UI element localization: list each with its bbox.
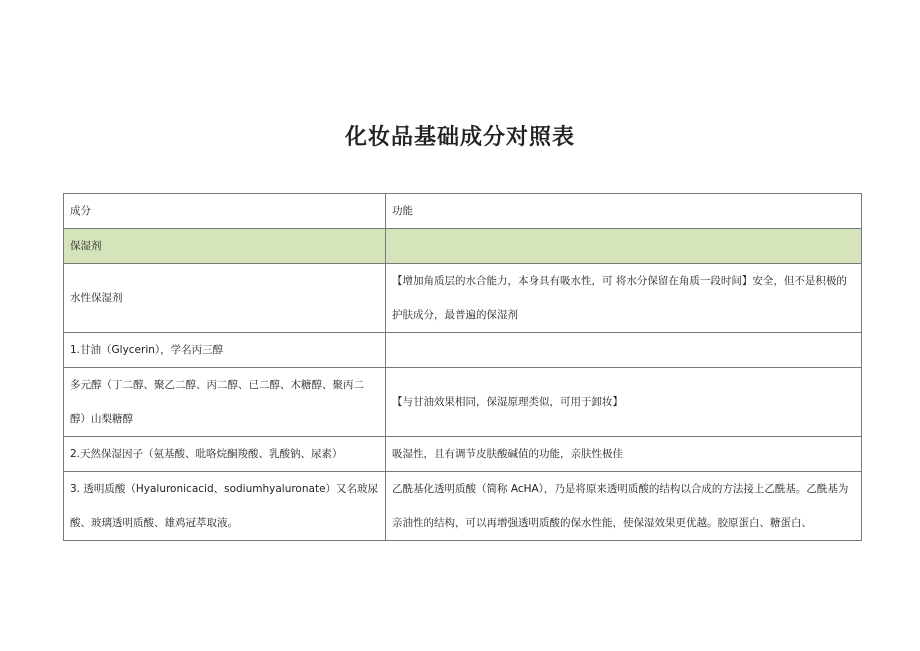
function-cell: 【与甘油效果相同，保湿原理类似，可用于卸妆】	[386, 368, 862, 437]
table-row	[64, 264, 862, 333]
section-function	[386, 229, 862, 264]
table-row	[64, 472, 862, 541]
function-cell	[386, 333, 862, 368]
section-row	[64, 229, 862, 264]
table-row	[64, 368, 862, 437]
header-ingredient: 成分	[64, 194, 386, 229]
ingredient-table	[63, 193, 862, 541]
section-name: 保湿剂	[64, 229, 386, 264]
ingredient-cell: 多元醇（丁二醇、聚乙二醇、丙二醇、已二醇、木糖醇、聚丙二醇）山梨糖醇	[64, 368, 386, 437]
ingredient-cell: 3. 透明质酸（Hyaluronicacid、sodiumhyaluronate）又名玻尿酸、玻璃透明质酸、雄鸡冠萃取液。	[64, 472, 386, 541]
table-header-row	[64, 194, 862, 229]
ingredient-cell: 2.天然保湿因子（氨基酸、吡咯烷酮羧酸、乳酸钠、尿素）	[64, 437, 386, 472]
header-function: 功能	[386, 194, 862, 229]
function-cell: 吸湿性，且有调节皮肤酸碱值的功能，亲肤性极佳	[386, 437, 862, 472]
function-cell: 乙酰基化透明质酸（简称 AcHA），乃是将原来透明质酸的结构以合成的方法接上乙酰基。乙酰基为亲油性的结构，可以再增强透明质酸的保水性能，使保湿效果更优越。胶原蛋白、糖蛋白、	[386, 472, 862, 541]
document-title: 化妆品基础成分对照表	[344, 125, 575, 150]
function-cell: 【增加角质层的水合能力，本身具有吸水性，可 将水分保留在角质一段时间】安全，但不是积极的护肤成分，最普遍的保湿剂	[386, 264, 862, 333]
ingredient-cell: 1.甘油（Glycerin），学名丙三醇	[64, 333, 386, 368]
table-row	[64, 437, 862, 472]
table-row	[64, 333, 862, 368]
ingredient-cell: 水性保湿剂	[64, 264, 386, 333]
